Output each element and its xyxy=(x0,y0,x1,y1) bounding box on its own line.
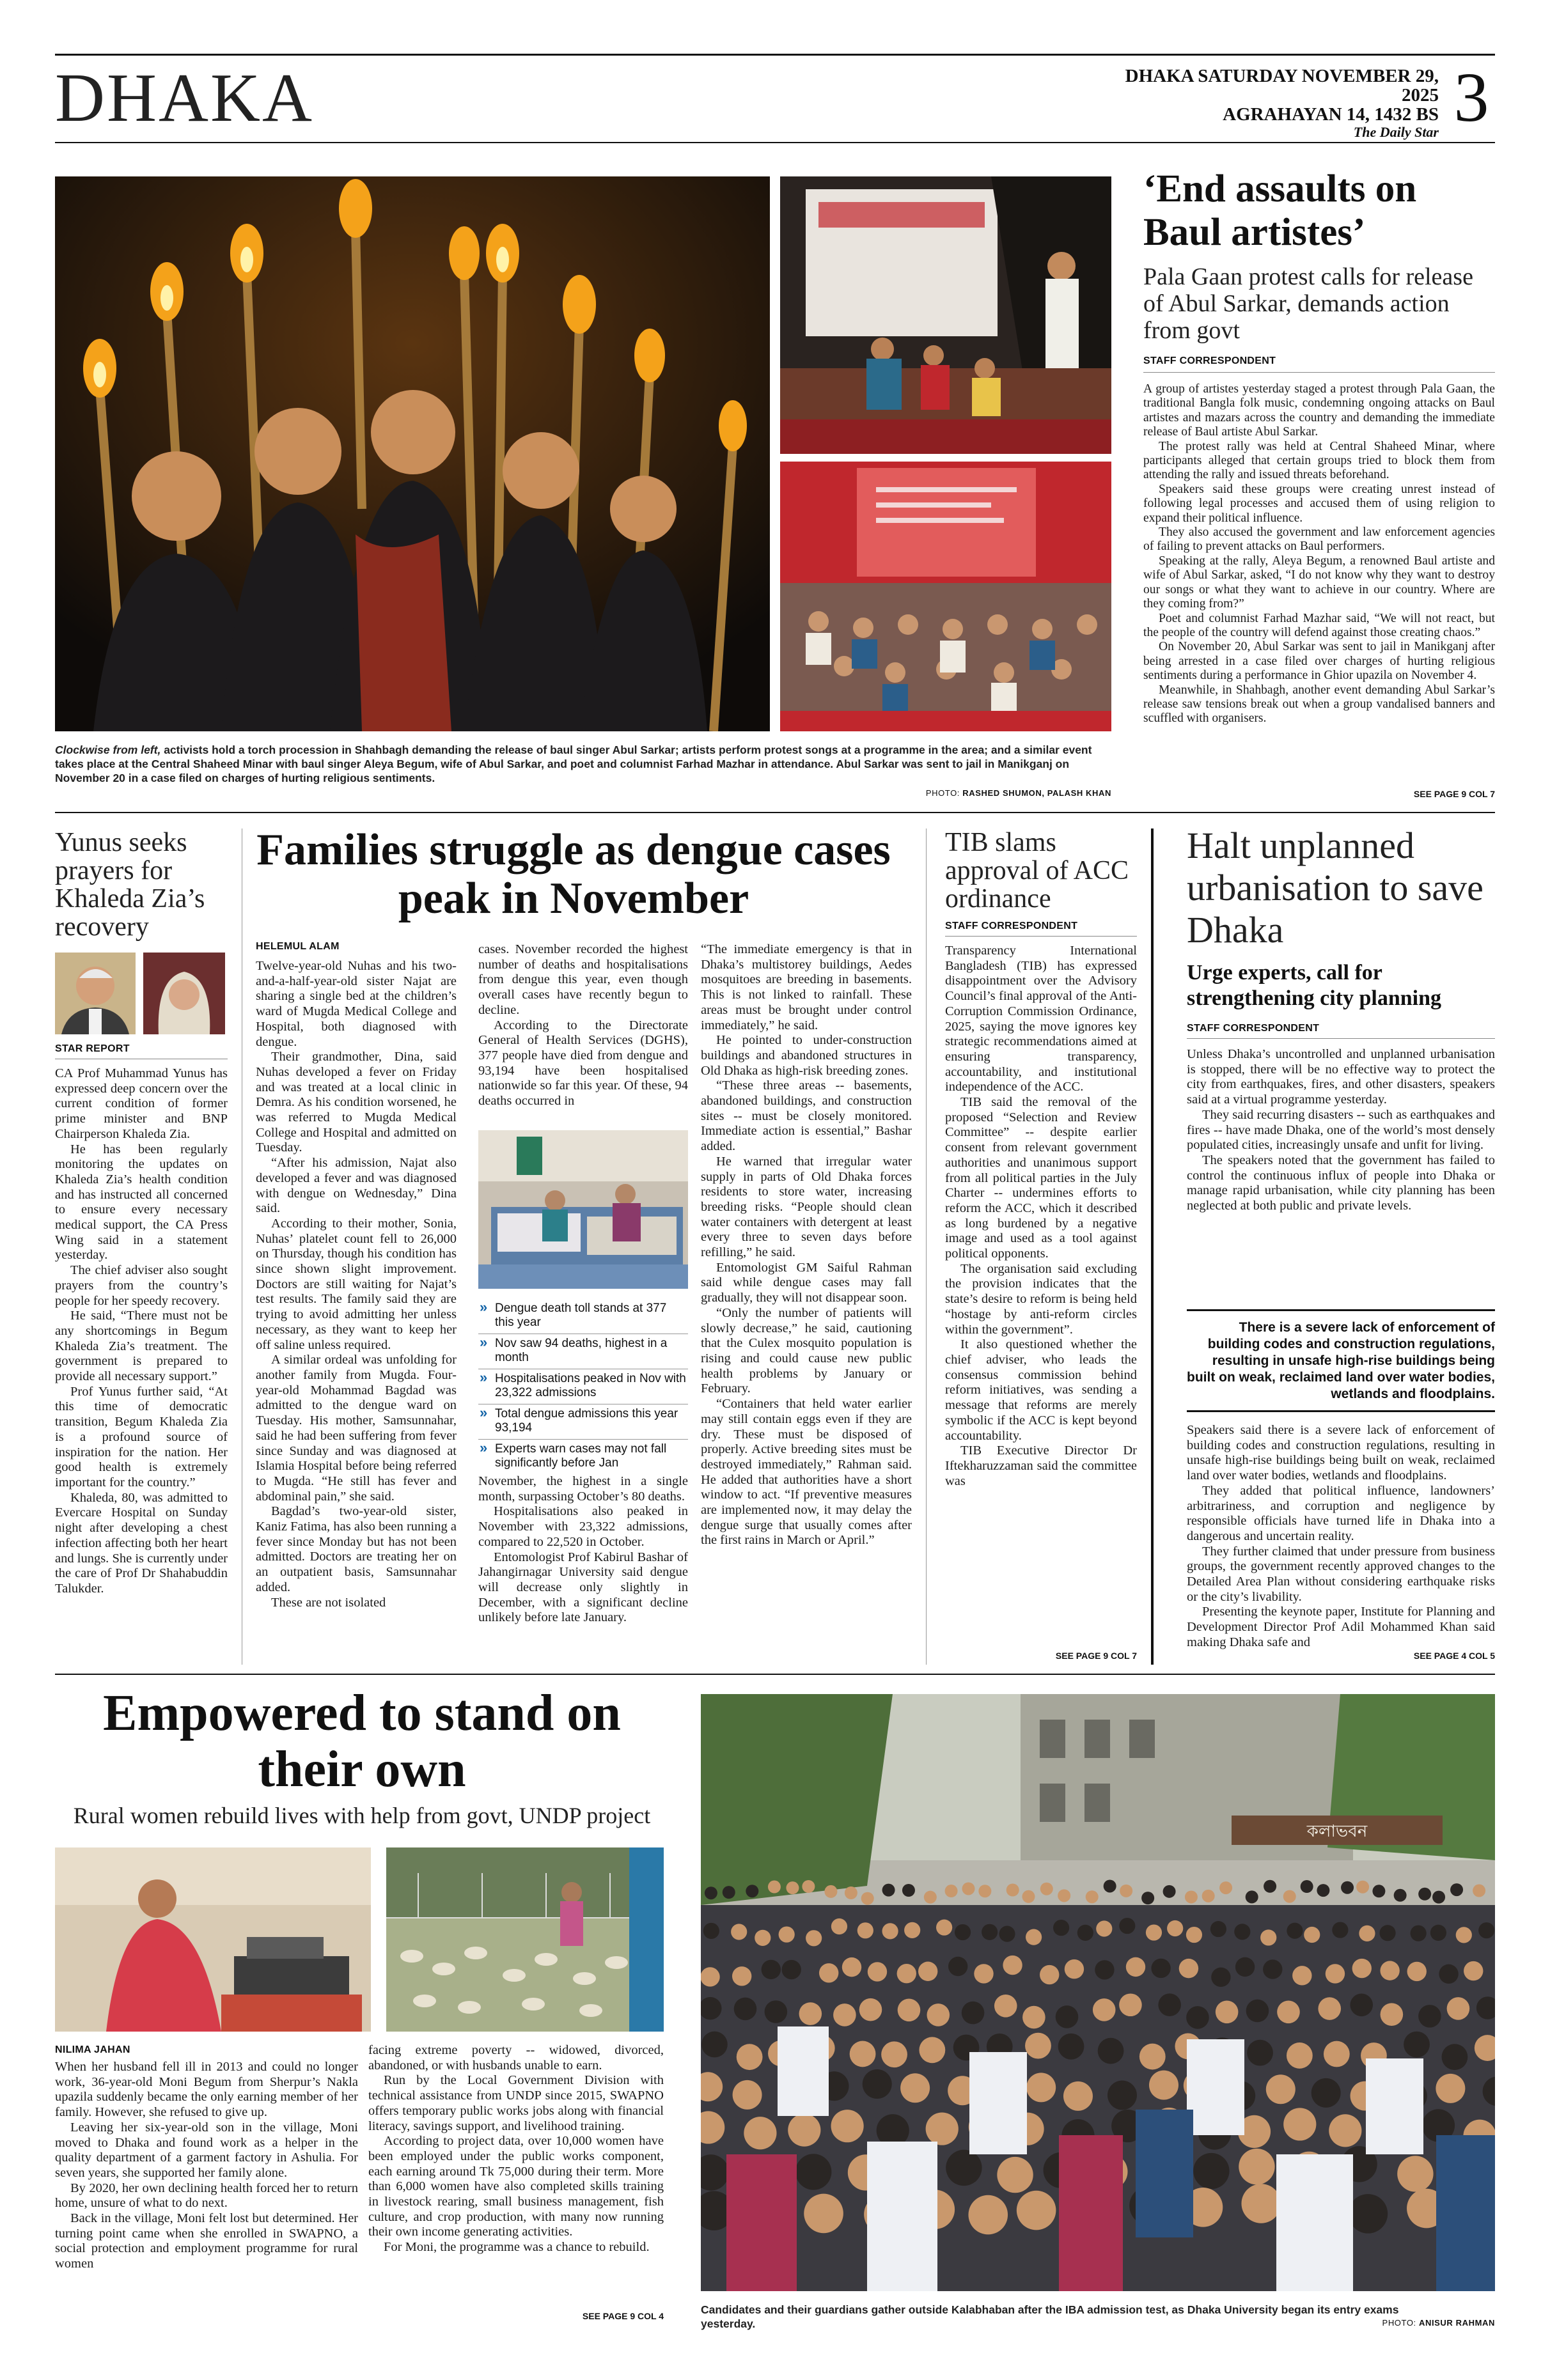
dengue-para: Hospitalisations also peaked in November with 23,322 admissions, compared to 22,520 in October. xyxy=(478,1504,688,1549)
sewing-woman-photo xyxy=(55,1847,371,2032)
crowd-head xyxy=(1263,1959,1282,1979)
women-byline: NILIMA JAHAN xyxy=(55,2044,130,2055)
crowd-head xyxy=(1185,1890,1198,1903)
dengue-para: Entomologist Prof Kabirul Bashar of Jahangirnagar University said dengue will decrease only slightly in December, with a significant decline unlikely before late January. xyxy=(478,1550,688,1625)
bangla-date: AGRAHAYAN 14, 1432 BS xyxy=(1223,104,1439,125)
crowd-head xyxy=(1193,2153,1229,2189)
crowd-head xyxy=(882,1923,898,1939)
crowd-head xyxy=(1246,1890,1258,1903)
women-para: Back in the village, Moni felt lost but determined. Her turning point came when she enrolled in SWAPNO, a social protection and employment programme for rural women xyxy=(55,2211,358,2271)
crowd-head xyxy=(1210,1921,1226,1937)
crowd-head xyxy=(1104,1879,1116,1892)
women-col1 xyxy=(55,2060,358,2272)
crowd-head xyxy=(936,1919,952,1935)
dengue-para: “These three areas -- basements, abandoned buildings, and construction sites -- must be closely monitored. Immediate action is essential,” Bashar added. xyxy=(701,1078,912,1154)
crowd-head xyxy=(701,1967,720,1986)
crowd-head xyxy=(833,2003,856,2026)
crowd-head xyxy=(1359,1925,1375,1941)
crowd-head xyxy=(786,1881,799,1894)
crowd-head xyxy=(927,2003,950,2026)
dengue-col2-top xyxy=(478,942,688,1109)
women-para: When her husband fell ill in 2013 and could no longer work, 36-year-old Moni Begum from Sherpur’s Nakla upazila suddenly became the only earning member of her family. However, she refused to give up. xyxy=(55,2060,358,2120)
crowd-head xyxy=(842,1957,861,1977)
crowd-head xyxy=(1411,1925,1427,1941)
crowd-head xyxy=(705,1886,717,1899)
tib-para: It also questioned whether the chief adviser, who leads the consensus commission behind reform initiatives, was sending a message that reforms are merely symbolic if the ACC is kept beyond accountability. xyxy=(945,1337,1137,1443)
women-para: Run by the Local Government Division with technical assistance from UNDP since 2015, SWAPNO offers temporary public works jobs along with financial literacy, savings support, and livelihood training. xyxy=(368,2073,664,2133)
baul-para: On November 20, Abul Sarkar was sent to jail in Manikganj after being arrested in a case filed over charges of hurting religious sentiments during a performance in Ghior upazila on November 4. xyxy=(1143,640,1495,683)
crowd-head xyxy=(1040,1965,1059,1984)
page-number: 3 xyxy=(1453,58,1489,136)
crowd-head xyxy=(1120,1885,1132,1897)
urban-pullquote: There is a severe lack of enforcement of building codes and construction regulations, resulting in unsafe high-rise buildings being built on weak, reclaimed land over water bodies, wetlands and floodplains. xyxy=(1187,1320,1495,1401)
crowd-head xyxy=(1141,1892,1154,1904)
tib-para: TIB Executive Director Dr Iftekharuzzaman said the committee was xyxy=(945,1443,1137,1488)
crowd-head xyxy=(1442,2044,1468,2070)
highlight-item: » Nov saw 94 deaths, highest in a month xyxy=(478,1334,688,1369)
crowd-head xyxy=(701,2032,728,2058)
crowd-head xyxy=(1086,1890,1099,1903)
crowd-head xyxy=(1098,2038,1124,2064)
crowd-head xyxy=(1108,2080,1137,2110)
crowd-head xyxy=(897,1964,916,1983)
crowd-head xyxy=(1246,2000,1269,2023)
baul-para: Poet and columnist Farhad Mazhar said, “We will not react, but the people of the country will defend against those creating chaos.” xyxy=(1143,611,1495,639)
crowd-head xyxy=(1139,2044,1166,2070)
credit-names: ANISUR RAHMAN xyxy=(1418,2318,1495,2328)
dengue-para: According to their mother, Sonia, Nuhas’ platelet count fell to 26,000 on Thursday, though his condition has since shown slight improvement. Doctors are still waiting for Najat’s test results. The family said they are trying to avoid admitting her unless necessary, as they want to keep her off saline unless required. xyxy=(256,1216,457,1352)
crowd-head xyxy=(850,2041,876,2067)
crowd-head xyxy=(1026,1929,1042,1945)
yunus-para: Prof Yunus further said, “At this time of democratic transition, Begum Khaleda Zia is a profound source of inspiration for the nation. Her good health is extremely important for the country.” xyxy=(55,1384,228,1489)
dengue-para: Bagdad’s two-year-old sister, Kaniz Fatima, has also been running a fever since Monday but has not been admitted. Doctors are treating her on an outpatient basis, Samsunnahar added. xyxy=(256,1504,457,1594)
dengue-para: Twelve-year-old Nuhas and his two-and-a-half-year-old sister Najat are sharing a single bed at the children’s ward of Mugda Medical College and Hospital, both diagnosed with dengue. xyxy=(256,959,457,1049)
dengue-para: According to the Directorate General of Health Services (DGHS), 377 people have died from dengue and 93,194 have been hospitalised nationwide so far this year. Of these, 94 deaths occurred in xyxy=(478,1018,688,1108)
urban-byline: STAFF CORRESPONDENT xyxy=(1187,1023,1320,1034)
caption-lead: Clockwise from left, xyxy=(55,743,161,756)
dengue-para: Their grandmother, Dina, said Nuhas developed a fever on Friday and was treated at a local clinic in Demra. As his condition worsened, he was referred to Mugda Medical College and Hospital and admitted on Tuesday. xyxy=(256,1050,457,1155)
crowd-head xyxy=(1341,1881,1354,1894)
crowd-head xyxy=(1158,1993,1181,2016)
yunus-headline: Yunus seeks prayers for Khaleda Zia’s recovery xyxy=(55,828,205,942)
crowd-head xyxy=(881,2041,907,2067)
crowd-head xyxy=(1447,1997,1470,2020)
crowd-head xyxy=(1397,2156,1433,2191)
crowd-head xyxy=(1324,2041,1350,2067)
crowd-head xyxy=(1151,1959,1170,1978)
crowd-head xyxy=(1418,2005,1441,2028)
dengue-ward-photo xyxy=(478,1130,688,1289)
tib-see-page[interactable]: SEE PAGE 9 COL 7 xyxy=(1055,1651,1137,1661)
crowd-head xyxy=(1379,1925,1395,1941)
women-para: facing extreme poverty -- widowed, divorced, abandoned, or with husbands unable to earn. xyxy=(368,2043,664,2073)
crowd-head xyxy=(1260,1929,1276,1945)
crowd-head xyxy=(795,2154,831,2189)
crowd-head xyxy=(902,1884,915,1897)
crowd-head xyxy=(831,1918,847,1934)
crowd-head xyxy=(1332,1922,1348,1938)
highlight-item: » Dengue death toll stands at 377 this year xyxy=(478,1299,688,1334)
crowd-head xyxy=(1418,1888,1431,1901)
du-photo-caption: Candidates and their guardians gather outside Kalabhaban after the IBA admission test, as Dhaka University began its entry exams yesterday. xyxy=(701,2303,1399,2330)
baul-para: Speakers said these groups were creating unrest instead of following legal processes and accused them of using religion to expand their political influence. xyxy=(1143,482,1495,525)
crowd-head xyxy=(1287,1923,1303,1939)
crowd-head xyxy=(1283,2108,1316,2140)
yunus-byline: STAR REPORT xyxy=(55,1043,130,1054)
crowd-head xyxy=(1216,2001,1239,2024)
crowd-head xyxy=(982,1924,998,1940)
yunus-para: CA Prof Muhammad Yunus has expressed deep concern over the current condition of former prime minister and BNP Chairperson Khaleda Zia. xyxy=(55,1066,228,1141)
dengue-para: November, the highest in a single month, surpassing October’s 80 deaths. xyxy=(478,1474,688,1504)
crowd-head xyxy=(924,1891,937,1904)
dengue-col1 xyxy=(256,959,457,1610)
crowd-head xyxy=(1186,1927,1202,1943)
baul-subhead: Pala Gaan protest calls for release of Abul Sarkar, demands action from govt xyxy=(1143,263,1473,344)
crowd-head xyxy=(802,1880,815,1893)
crowd-head xyxy=(994,1995,1017,2018)
crowd-head xyxy=(1219,1881,1232,1894)
women-para: By 2020, her own declining health forced her to return home, unsure of what to do next. xyxy=(55,2181,358,2211)
crowd-head xyxy=(1464,1961,1483,1980)
crowd-head xyxy=(762,1960,781,1979)
crowd-head xyxy=(868,1962,887,1981)
crowd-head xyxy=(1053,1920,1069,1936)
crowd-head xyxy=(962,2002,985,2025)
crowd-head xyxy=(898,1998,921,2021)
urban-subhead: Urge experts, call for strengthening city planning xyxy=(1187,961,1442,1010)
crowd-head xyxy=(1056,2005,1079,2028)
crowd-head xyxy=(1356,1881,1369,1894)
crowd-head xyxy=(945,1885,958,1897)
crowd-head xyxy=(1432,1891,1445,1904)
crowd-head xyxy=(904,1922,920,1938)
urban-para: They further claimed that under pressure from business groups, the government recently approved changes to the Detailed Area Plan without considering earthquake risks or the city’s livability. xyxy=(1187,1544,1495,1604)
dengue-para: Entomologist GM Saiful Rahman said while dengue cases may fall gradually, they will not disappear soon. xyxy=(701,1260,912,1305)
crowd-head xyxy=(1058,1889,1070,1902)
dengue-para: “Containers that held water earlier may still contain eggs even if they are dry. These must be disposed of properly. Active breeding sites must be destroyed immediately,” Rahman said. He added that authorities have a short window to act. “If preventive measures are implemented now, it may delay the dengue surge that usually comes after the first rains in March or April.” xyxy=(701,1397,912,1548)
crowd-head xyxy=(723,1886,735,1899)
section-title: DHAKA xyxy=(55,60,314,136)
tib-para: TIB said the removal of the proposed “Selection and Review Committee” -- despite earlier consent from relevant government authorities and unanimous support from all political parties in the July Charter -- undermines efforts to reform the ACC, which it described as long burdened by a negative image and used as a tool against political opponents. xyxy=(945,1095,1137,1261)
crowd-head xyxy=(857,1922,873,1938)
yunus-para: He has been regularly monitoring the updates on Khaleda Zia’s health condition and has instructed all concerned to ensure every necessary medical support, the CA Press Wing said in a statement yesterday. xyxy=(55,1142,228,1263)
brand-logo: The Daily Star xyxy=(1353,124,1439,140)
crowd-head xyxy=(999,1926,1015,1942)
top-photo-caption xyxy=(55,743,1111,785)
crowd-head xyxy=(882,1884,895,1897)
urban-para: They added that political influence, landowners’ arbitrariness, and corruption and negligence by responsible officials have turned life in Dhaka into a dangerous and uncertain reality. xyxy=(1187,1483,1495,1543)
crowd-head xyxy=(1126,1957,1145,1977)
crowd-head xyxy=(1239,2149,1274,2184)
crowd-head xyxy=(1329,2114,1361,2147)
crowd-head xyxy=(1266,2074,1296,2104)
du-photo-credit xyxy=(1311,2318,1495,2328)
dengue-highlights xyxy=(478,1299,688,1474)
crowd-head xyxy=(1311,2078,1341,2108)
crowd-head xyxy=(1026,2073,1056,2102)
crowd-head xyxy=(1352,1959,1372,1978)
urban-para: Speakers said there is a severe lack of enforcement of building codes and construction regulations, resulting in unsafe high-rise buildings being built on weak, reclaimed land over water bodies, wetlands and floodplains. xyxy=(1187,1423,1495,1483)
baul-para: A group of artistes yesterday staged a protest through Pala Gaan, the traditional Bangla folk music, condemning ongoing attacks on Baul artistes and mazars across the country and demanding the immediate release of Baul artiste Abul Sarkar. xyxy=(1143,382,1495,439)
crowd-head xyxy=(1380,1961,1399,1980)
crowd-head xyxy=(1247,2040,1273,2066)
urban-headline: Halt unplanned urbanisation to save Dhaka xyxy=(1187,825,1483,951)
dengue-para: “The immediate emergency is that in Dhaka’s multistorey buildings, Aedes mosquitoes are breeding in basements. This is not linked to rainfall. These areas must be brought under control immediately,” he said. xyxy=(701,942,912,1032)
crowd-head xyxy=(918,1962,937,1981)
dengue-para: A similar ordeal was unfolding for another family from Mugda. Four-year-old Mohammad Bagdad was admitted to the dengue ward on Tuesday. His mother, Samsunnahar, said he had been suffering from fever since Sunday and was diagnosed at Islamia Hospital before being referred to Mugda. “He still has fever and abdominal pain,” she said. xyxy=(256,1353,457,1504)
dengue-col3 xyxy=(701,942,912,1548)
crowd-head xyxy=(1146,1924,1162,1940)
baul-see-page[interactable]: SEE PAGE 9 COL 7 xyxy=(1413,789,1495,799)
crowd-head xyxy=(1167,1920,1183,1936)
crowd-head xyxy=(746,1885,758,1897)
crowd-head xyxy=(1119,1993,1142,2016)
crowd-head xyxy=(732,1966,751,1986)
crowd-head xyxy=(968,2195,1008,2235)
crowd-head xyxy=(1304,1927,1320,1943)
crowd-head xyxy=(779,1926,795,1942)
dengue-para: These are not isolated xyxy=(271,1595,386,1610)
baul-body xyxy=(1143,382,1495,726)
baul-para: Speaking at the rally, Aleya Begum, a renowned Baul artiste and wife of Abul Sarkar, asked, “I do not know why they want to destroy our songs or what they want to achieve in our country. Where are they coming from?” xyxy=(1143,554,1495,611)
crowd-head xyxy=(1456,1927,1472,1943)
crowd-head xyxy=(1301,1880,1313,1893)
tib-para: The organisation said excluding the provision indicates that the state’s desire to reform is being held “hostage by anti-reform circles within the government”. xyxy=(945,1261,1137,1337)
urban-see-page[interactable]: SEE PAGE 4 COL 5 xyxy=(1413,1651,1495,1661)
dengue-para: He pointed to under-construction buildings and abandoned structures in Old Dhaka as high-risk breeding zones. xyxy=(701,1033,912,1078)
crowd-head xyxy=(1349,2194,1388,2234)
crowd-head xyxy=(1234,1924,1250,1940)
crowd-head xyxy=(765,2000,788,2023)
crowd-head xyxy=(1119,1918,1135,1934)
urban-para: The speakers noted that the government has failed to control the continuous influx of people into Dhaka or manage rapid urbanisation, while city planning has been neglected at both public and private levels. xyxy=(1187,1153,1495,1213)
crowd-head xyxy=(755,1930,771,1946)
dengue-para: “After his admission, Najat also developed a fever and was diagnosed with dengue on Wednesday,” Dina said. xyxy=(256,1156,457,1216)
credit-names: RASHED SHUMON, PALASH KHAN xyxy=(962,788,1111,798)
crowd-head xyxy=(1287,2042,1313,2069)
women-headline: Empowered to stand on their own xyxy=(103,1685,621,1798)
crowd-head xyxy=(744,2117,776,2149)
baul-byline: STAFF CORRESPONDENT xyxy=(1143,355,1276,366)
crowd-head xyxy=(962,1882,975,1895)
crowd-head xyxy=(1317,1884,1329,1897)
crowd-head xyxy=(1163,1885,1176,1898)
crowd-head xyxy=(806,1930,822,1946)
crowd-head xyxy=(703,1923,719,1939)
kalabhaban-crowd-photo xyxy=(701,1694,1495,2291)
yunus-para: The chief adviser also sought prayers from the country’s people for her speedy recovery. xyxy=(55,1263,228,1308)
caption-text: activists hold a torch procession in Shahbagh demanding the release of baul singer Abul Sarkar; artists perform protest songs at a programme in the area; and a similar event takes place at the Central Shaheed Minar with baul singer Aleya Begum, wife of Abul Sarkar, and poet and columnist Farhad Mazhar in attendance. Abul Sarkar was sent to jail in Manikganj on November 20 in a case filed on charges of hurting religious sentiments. xyxy=(55,743,1092,784)
women-subhead: Rural women rebuild lives with help from govt, UNDP project xyxy=(73,1803,651,1828)
women-para: According to project data, over 10,000 women have been employed under the public works component, each earning around Tk 75,000 during their term. More than 6,000 women have also completed skills training in livestock rearing, small business management, fish culture, and crop production, with many now running their own income generating activities. xyxy=(368,2134,664,2239)
torch-procession-photo xyxy=(55,176,770,731)
crowd-head xyxy=(1202,1890,1215,1902)
crowd-head xyxy=(1372,1885,1385,1897)
crowd-head xyxy=(768,1881,781,1894)
crowd-head xyxy=(1022,2006,1045,2029)
crowd-head xyxy=(1350,1993,1373,2016)
yunus-body xyxy=(55,1066,228,1597)
crowd-head xyxy=(1264,1880,1276,1893)
dengue-para: “Only the number of patients will slowly decrease,” he said, cautioning that the Culex mosquito population is rising and could cause new public health problems by January or February. xyxy=(701,1305,912,1396)
crowd-head xyxy=(1077,1925,1093,1941)
crowd-head xyxy=(1211,1968,1230,1987)
crowd-head xyxy=(1095,1960,1114,1979)
crowd-head xyxy=(974,1964,993,1983)
urban-para: Presenting the keynote paper, Institute for Planning and Development Director Prof Adil Mohammed Khan said making Dhaka safe and xyxy=(1187,1605,1495,1649)
crowd-head xyxy=(946,2150,982,2186)
crowd-head xyxy=(1277,2000,1300,2023)
crowd-head xyxy=(1326,1964,1345,1983)
crowd-head xyxy=(926,2112,959,2145)
crowd-head xyxy=(1058,2034,1084,2060)
urban-body-2 xyxy=(1187,1423,1495,1651)
protest-songs-photo xyxy=(780,176,1111,454)
crowd-head xyxy=(1292,1966,1311,1985)
top-photo-credit xyxy=(882,788,1111,798)
yunus-para: He said, “There must not be any shortcomings in Begum Khaleda Zia’s treatment. The government is prepared to provide all necessary support.” xyxy=(55,1309,228,1384)
crowd-head xyxy=(863,2069,892,2099)
crowd-head xyxy=(1283,1890,1296,1903)
highlight-item: » Experts warn cases may not fall significantly before Jan xyxy=(478,1440,688,1474)
crowd-head xyxy=(1065,1959,1084,1979)
tib-headline: TIB slams approval of ACC ordinance xyxy=(945,828,1129,914)
dengue-col2-bottom xyxy=(478,1474,688,1626)
urban-para: They said recurring disasters -- such as earthquakes and fires -- have made Dhaka, one of the world’s most densely populated cities, increasingly unsafe and unfit for living. xyxy=(1187,1107,1495,1153)
crowd-head xyxy=(1149,2071,1178,2100)
crowd-head xyxy=(1186,2006,1209,2029)
baul-para: The protest rally was held at Central Shaheed Minar, where participants alleged that certain groups tried to block them from attending the rally and issued threats beforehand. xyxy=(1143,439,1495,482)
crowd-head xyxy=(997,2157,1033,2193)
crowd-head xyxy=(861,1892,874,1905)
crowd-head xyxy=(737,2044,763,2070)
women-col2 xyxy=(368,2043,664,2255)
dengue-para: cases. November recorded the highest number of deaths and hospitalisations from dengue this year, even though overall cases have recently begun to decline. xyxy=(478,942,688,1017)
crowd-head xyxy=(1003,1956,1022,1975)
crowd-head xyxy=(1439,1964,1458,1984)
crowd-head xyxy=(1450,1883,1463,1896)
crowd-head xyxy=(978,1885,991,1897)
crowd-head xyxy=(1063,2081,1093,2111)
crowd-head xyxy=(900,2073,930,2103)
crowd-head xyxy=(1478,1922,1494,1938)
khaleda-portrait xyxy=(143,953,225,1034)
crowd-head xyxy=(1025,2033,1051,2059)
crowd-head xyxy=(799,2002,822,2025)
crowd-head xyxy=(734,1998,757,2021)
baul-para: Meanwhile, in Shahbagh, another event demanding Abul Sarkar’s release saw tensions break out when a group vandalised banners and scuffled with organisers. xyxy=(1143,683,1495,726)
yunus-portrait xyxy=(55,953,136,1034)
crowd-head xyxy=(1404,2032,1430,2058)
tib-body xyxy=(945,944,1137,1489)
crowd-head xyxy=(1022,1890,1035,1903)
crowd-head xyxy=(1473,1885,1485,1897)
crowd-head xyxy=(955,1924,971,1940)
dengue-byline: HELEMUL ALAM xyxy=(256,941,340,952)
crowd-head xyxy=(1394,1889,1407,1902)
crowd-head xyxy=(824,1885,837,1898)
crowd-head xyxy=(804,2194,843,2234)
crowd-head xyxy=(1235,1957,1255,1977)
tib-para: Transparency International Bangladesh (TIB) has expressed disappointment over the Advisory Council’s final approval of the Anti-Corruption Commission Ordinance, 2025, saying the move ignores key strategic recommendations aimed at ensuring transparency, accountability, and institutional independence of the ACC. xyxy=(945,944,1137,1094)
dengue-para: He warned that irregular water supply in parts of Old Dhaka forces residents to store water, increasing breeding risks. “People should clean water containers with detergent at least every three to seven days before refilling,” he said. xyxy=(701,1154,912,1260)
credit-label: PHOTO: xyxy=(1382,2318,1416,2328)
baul-para: They also accused the government and law enforcement agencies of failing to prevent attacks on Baul performers. xyxy=(1143,525,1495,554)
shaheed-minar-photo xyxy=(780,462,1111,731)
crowd-head xyxy=(1017,2191,1056,2230)
crowd-head xyxy=(948,1957,967,1976)
crowd-head xyxy=(919,2037,945,2063)
dateline xyxy=(1100,66,1439,141)
date-text: DHAKA SATURDAY NOVEMBER 29, 2025 xyxy=(1125,66,1439,105)
crowd-head xyxy=(819,1963,838,1982)
baul-headline: ‘End assaults on Baul artistes’ xyxy=(1143,167,1417,254)
crowd-head xyxy=(845,1886,857,1899)
crowd-head xyxy=(831,2110,863,2142)
urban-body-1 xyxy=(1187,1047,1495,1214)
crowd-head xyxy=(788,2114,820,2147)
urban-para: Unless Dhaka’s uncontrolled and unplanned urbanisation is stopped, there will be no effective way to protect the city from earthquakes, fires, and other disasters, speakers said at a virtual programme yesterday. xyxy=(1187,1047,1495,1107)
crowd-head xyxy=(733,2080,762,2110)
crowd-head xyxy=(1430,1925,1446,1941)
crowd-head xyxy=(782,1960,801,1979)
crowd-head xyxy=(1436,2074,1465,2103)
women-para: Leaving her six-year-old son in the village, Moni moved to Dhaka and found work as a helper in the quality department of a garment factory in Ashulia. For seven years, she supported her family alone. xyxy=(55,2120,358,2180)
dengue-headline: Families struggle as dengue cases peak in November xyxy=(256,825,891,923)
crowd-head xyxy=(1407,1962,1427,1981)
duck-farm-photo xyxy=(386,1847,664,2032)
yunus-para: Khaleda, 80, was admitted to Evercare Hospital on Sunday night after developing a chest infection affecting both her heart and lungs. She is currently under the care of Prof Dr Shahabuddin Talukder. xyxy=(55,1490,228,1596)
crowd-head xyxy=(1040,1883,1053,1895)
crowd-head xyxy=(731,1924,747,1940)
crowd-head xyxy=(1318,1997,1341,2020)
crowd-head xyxy=(1006,1883,1019,1896)
highlight-item: » Hospitalisations peaked in Nov with 23,322 admissions xyxy=(478,1369,688,1404)
crowd-head xyxy=(1093,1998,1116,2021)
crowd-head xyxy=(1179,1959,1198,1978)
tib-byline: STAFF CORRESPONDENT xyxy=(945,921,1078,931)
crowd-head xyxy=(1241,2184,1281,2223)
highlight-item: » Total dengue admissions this year 93,194 xyxy=(478,1404,688,1440)
crowd-head xyxy=(859,1998,882,2021)
crowd-head xyxy=(1381,2003,1404,2026)
women-para: For Moni, the programme was a chance to rebuild. xyxy=(384,2240,650,2255)
kalabhaban-sign: কলাভবন xyxy=(1306,1822,1368,1841)
credit-label: PHOTO: xyxy=(925,788,960,798)
crowd-head xyxy=(1096,1920,1112,1936)
women-see-page[interactable]: SEE PAGE 9 COL 4 xyxy=(582,2311,664,2321)
